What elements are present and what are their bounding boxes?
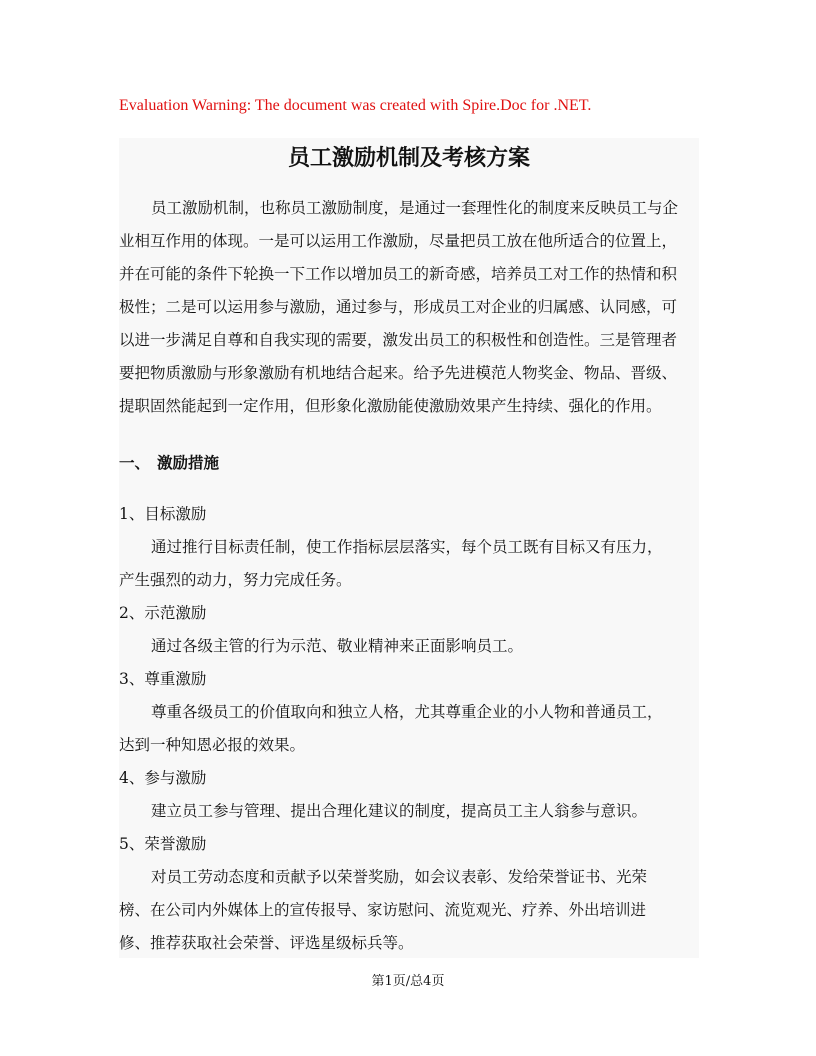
intro-paragraph-line: 提职固然能起到一定作用，但形象化激励能使激励效果产生持续、强化的作用。: [119, 397, 662, 415]
intro-paragraph-line: 并在可能的条件下轮换一下工作以增加员工的新奇感，培养员工对工作的热情和积: [119, 265, 678, 283]
intro-paragraph-line: 极性；二是可以运用参与激励，通过参与，形成员工对企业的归属感、认同感，可: [119, 298, 678, 316]
list-item-text-line: 尊重各级员工的价值取向和独立人格，尤其尊重企业的小人物和普通员工，: [151, 703, 663, 721]
document-page: [119, 138, 699, 958]
list-item-heading: 2、示范激励: [119, 604, 207, 622]
list-item-heading: 4、参与激励: [119, 769, 207, 787]
page-footer: 第1页/总4页: [371, 974, 445, 989]
evaluation-warning: Evaluation Warning: The document was created with Spire.Doc for .NET.: [119, 97, 592, 114]
list-item-text-line: 建立员工参与管理、提出合理化建议的制度，提高员工主人翁参与意识。: [151, 802, 648, 820]
intro-paragraph-line: 业相互作用的体现。一是可以运用工作激励，尽量把员工放在他所适合的位置上，: [119, 232, 678, 250]
intro-paragraph-line: 员工激励机制，也称员工激励制度，是通过一套理性化的制度来反映员工与企: [151, 199, 679, 217]
intro-paragraph-line: 要把物质激励与形象激励有机地结合起来。给予先进模范人物奖金、物品、晋级、: [119, 364, 678, 382]
list-item-text-line: 对员工劳动态度和贡献予以荣誉奖励，如会议表彰、发给荣誉证书、光荣: [151, 868, 648, 886]
list-item-text-line: 产生强烈的动力，努力完成任务。: [119, 571, 352, 589]
section-title: 激励措施: [157, 453, 220, 472]
section-heading: [119, 446, 699, 479]
list-item-heading: 3、尊重激励: [119, 670, 207, 688]
list-item-text-line: 修、推荐获取社会荣誉、评选星级标兵等。: [119, 934, 414, 952]
list-item-heading: 1、目标激励: [119, 505, 207, 523]
document-title: 员工激励机制及考核方案: [287, 145, 530, 171]
intro-paragraph-line: 以进一步满足自尊和自我实现的需要，激发出员工的积极性和创造性。三是管理者: [119, 331, 678, 349]
list-item-text-line: 通过各级主管的行为示范、敬业精神来正面影响员工。: [151, 637, 524, 655]
list-item-heading: 5、荣誉激励: [119, 835, 207, 853]
list-item-text-line: 通过推行目标责任制，使工作指标层层落实，每个员工既有目标又有压力，: [151, 538, 663, 556]
list-item-text-line: 达到一种知恩必报的效果。: [119, 736, 306, 754]
list-item-text-line: 榜、在公司内外媒体上的宣传报导、家访慰问、流览观光、疗养、外出培训进: [119, 901, 647, 919]
section-number: 一、: [119, 453, 151, 472]
